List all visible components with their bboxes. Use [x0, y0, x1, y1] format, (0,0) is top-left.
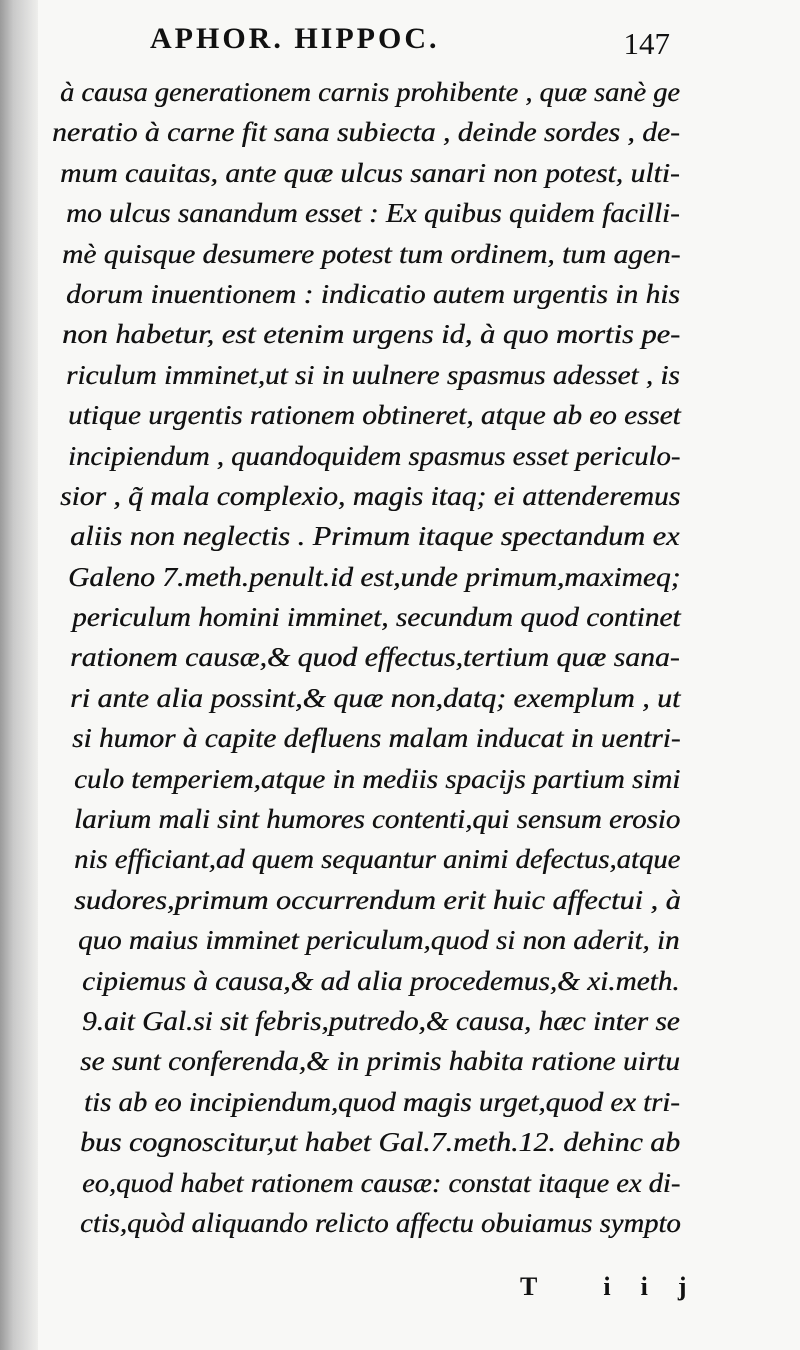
text-line: eo,quod habet rationem causæ: constat itaque ex di- — [82, 1166, 681, 1198]
text-line: mum cauitas, ante quæ ulcus sanari non potest, ulti- — [60, 156, 680, 188]
text-line: cipiemus à causa,& ad alia procedemus,& xi.meth. — [82, 964, 680, 996]
text-line: culo temperiem,atque in mediis spacijs partium simi — [74, 762, 681, 794]
text-line: dorum inuentionem : indicatio autem urgentis in his — [66, 277, 680, 309]
text-line: Galeno 7.meth.penult.id est,unde primum,maximeq; — [68, 560, 681, 592]
text-line: sudores,primum occurrendum erit huic affectui , à — [74, 883, 681, 915]
running-head: APHOR. HIPPOC. — [150, 22, 440, 55]
page-number: 147 — [623, 26, 670, 61]
text-line: riculum imminet,ut si in uulnere spasmus adesset , is — [66, 358, 680, 390]
signature-mark: T iij — [520, 1272, 717, 1301]
text-line: à causa generationem carnis prohibente , quæ sanè ge — [60, 76, 680, 107]
text-line: se sunt conferenda,& in primis habita ratione uirtu — [80, 1045, 680, 1077]
text-line: rationem causæ,& quod effectus,tertium quæ sana- — [70, 641, 680, 673]
text-line: larium mali sint humores contenti,qui sensum erosio — [74, 803, 681, 835]
text-line: sior , q̃ mala complexio, magis itaq; ei attenderemus — [60, 479, 681, 511]
page-header — [150, 22, 670, 62]
text-line: tis ab eo incipiendum,quod magis urget,quod ex tri- — [84, 1085, 680, 1117]
text-line: quo maius imminet periculum,quod si non aderit, in — [78, 924, 680, 956]
text-line: 9.ait Gal.si sit febris,putredo,& causa, hæc inter se — [82, 1004, 680, 1036]
text-line: mè quisque desumere potest tum ordinem, tum agen- — [62, 237, 681, 269]
text-line: utique urgentis rationem obtineret, atque ab eo esset — [68, 399, 681, 431]
text-line: nis efficiant,ad quem sequantur animi defectus,atque — [74, 843, 681, 875]
text-line: incipiendum , quandoquidem spasmus esset periculo- — [68, 439, 681, 471]
text-line: si humor à capite defluens malam inducat in uentri- — [72, 722, 681, 754]
text-line: non habetur, est etenim urgens id, à quo mortis pe- — [62, 318, 681, 350]
text-line: neratio à carne fit sana subiecta , deinde sordes , de- — [52, 116, 680, 148]
text-line: bus cognoscitur,ut habet Gal.7.meth.12. dehinc ab — [80, 1126, 681, 1158]
text-line: periculum homini imminet, secundum quod continet — [72, 601, 681, 633]
text-line: ctis,quòd aliquando relicto affectu obuiamus sympto — [80, 1206, 681, 1238]
text-line: aliis non neglectis . Primum itaque spectandum ex — [70, 520, 680, 552]
text-line: mo ulcus sanandum esset : Ex quibus quidem facilli- — [66, 197, 680, 229]
text-line: ri ante alia possint,& quæ non,datq; exemplum , ut — [70, 681, 681, 713]
body-text — [30, 72, 680, 1243]
